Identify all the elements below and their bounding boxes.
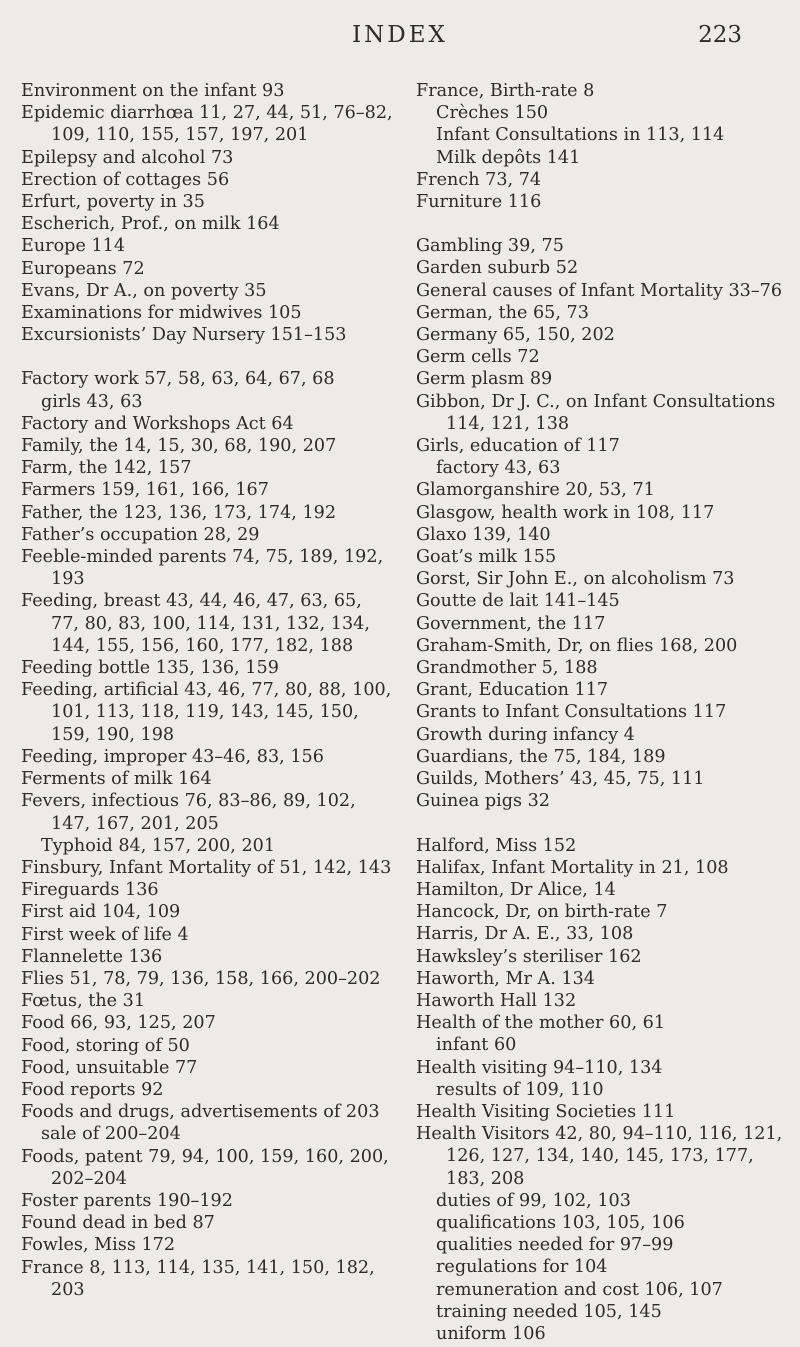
index-entry: regulations for 104: [436, 1257, 608, 1278]
index-entry: France, Birth-rate 8: [416, 81, 595, 101]
index-column-left: [21, 80, 395, 1301]
index-entry: Gorst, Sir John E., on alcoholism 73: [416, 569, 735, 590]
index-entry: qualifications 103, 105, 106: [436, 1212, 685, 1233]
index-entry: Environment on the infant 93: [21, 81, 285, 101]
index-entry: Found dead in bed 87: [21, 1213, 215, 1234]
index-entry: Flannelette 136: [21, 946, 163, 967]
index-entry: Feeble-minded parents 74, 75, 189, 192, 193: [21, 547, 384, 590]
index-entry: Typhoid 84, 157, 200, 201: [41, 835, 276, 856]
index-entry: Fowles, Miss 172: [21, 1235, 176, 1256]
index-entry: Food reports 92: [21, 1079, 164, 1100]
index-entry: Epilepsy and alcohol 73: [21, 147, 234, 168]
index-entry: France 8, 113, 114, 135, 141, 150, 182, 203: [21, 1257, 375, 1300]
index-entry: training needed 105, 145: [436, 1301, 662, 1322]
section-gap: [21, 346, 395, 368]
index-entry: Excursionists’ Day Nursery 151–153: [21, 325, 347, 346]
index-entry: Gambling 39, 75: [416, 236, 564, 257]
index-entry: Food, unsuitable 77: [21, 1057, 198, 1078]
index-entry: Erfurt, poverty in 35: [21, 192, 205, 213]
index-entry: Graham-Smith, Dr, on flies 168, 200: [416, 635, 738, 656]
index-entry: Father, the 123, 136, 173, 174, 192: [21, 502, 337, 523]
index-entry: factory 43, 63: [436, 458, 561, 479]
index-entry: Growth during infancy 4: [416, 724, 635, 745]
index-entry: results of 109, 110: [436, 1079, 604, 1100]
index-entry: Fireguards 136: [21, 880, 159, 901]
index-entry: Government, the 117: [416, 613, 606, 634]
index-entry: Foods, patent 79, 94, 100, 159, 160, 200, 202–204: [21, 1146, 389, 1189]
index-entry: uniform 106: [436, 1323, 546, 1344]
index-entry: Food 66, 93, 125, 207: [21, 1013, 216, 1034]
index-entry: infant 60: [436, 1035, 517, 1056]
index-entry: Hawksley’s steriliser 162: [416, 946, 642, 967]
index-entry: sale of 200–204: [41, 1124, 181, 1145]
index-entry: Farmers 159, 161, 166, 167: [21, 480, 269, 501]
index-entry: Food, storing of 50: [21, 1035, 190, 1056]
index-entry: Health Visitors 42, 80, 94–110, 116, 121, 126, 127, 134, 140, 145, 173, 177, 183, 208: [416, 1124, 783, 1189]
index-entry: Ferments of milk 164: [21, 769, 212, 790]
index-entry: Garden suburb 52: [416, 258, 579, 279]
index-entry: Fœtus, the 31: [21, 991, 146, 1012]
index-entry: Germany 65, 150, 202: [416, 325, 615, 346]
index-entry: Health visiting 94–110, 134: [416, 1057, 663, 1078]
index-entry: Erection of cottages 56: [21, 169, 230, 190]
index-entry: Halifax, Infant Mortality in 21, 108: [416, 857, 729, 878]
index-entry: Evans, Dr A., on poverty 35: [21, 280, 267, 301]
index-entry: Infant Consultations in 113, 114: [436, 125, 725, 146]
index-entry: Goat’s milk 155: [416, 547, 557, 568]
index-entry: Grants to Infant Consultations 117: [416, 702, 727, 723]
index-entry: Foster parents 190–192: [21, 1190, 233, 1211]
index-entry: Harris, Dr A. E., 33, 108: [416, 924, 634, 945]
index-entry: Feeding, artificial 43, 46, 77, 80, 88, 100, 101, 113, 118, 119, 143, 145, 150, 159, 190, 198: [21, 680, 392, 745]
index-entry: Hancock, Dr, on birth-rate 7: [416, 902, 668, 923]
index-entry: Examinations for midwives 105: [21, 303, 302, 324]
index-entry: Germ plasm 89: [416, 369, 553, 390]
index-entry: German, the 65, 73: [416, 302, 589, 323]
index-column-right: [416, 80, 786, 1345]
index-entry: First aid 104, 109: [21, 902, 181, 923]
index-entry: Glamorganshire 20, 53, 71: [416, 480, 655, 501]
page-header: [0, 0, 800, 80]
index-entry: Guilds, Mothers’ 43, 45, 75, 111: [416, 769, 705, 790]
index-entry: Grant, Education 117: [416, 680, 609, 701]
section-gap: [416, 213, 786, 235]
index-entry: Health of the mother 60, 61: [416, 1013, 666, 1034]
index-entry: Fevers, infectious 76, 83–86, 89, 102, 147, 167, 201, 205: [21, 791, 356, 834]
index-entry: remuneration and cost 106, 107: [436, 1279, 723, 1300]
index-entry: First week of life 4: [21, 924, 189, 945]
index-entry: Gibbon, Dr J. C., on Infant Consultations 114, 121, 138: [416, 391, 776, 434]
index-entry: Girls, education of 117: [416, 436, 620, 457]
index-entry: Guinea pigs 32: [416, 791, 550, 812]
index-entry: Father’s occupation 28, 29: [21, 524, 260, 545]
index-entry: General causes of Infant Mortality 33–76: [416, 280, 783, 301]
index-entry: French 73, 74: [416, 169, 542, 190]
index-entry: Glaxo 139, 140: [416, 524, 551, 545]
index-entry: Escherich, Prof., on milk 164: [21, 214, 280, 235]
index-entry: Feeding, breast 43, 44, 46, 47, 63, 65, 77, 80, 83, 100, 114, 131, 132, 134, 144, 155, 156, 160, 177, 182, 188: [21, 591, 370, 656]
page-title: INDEX: [352, 22, 448, 48]
index-entry: Farm, the 142, 157: [21, 458, 192, 479]
index-entry: Finsbury, Infant Mortality of 51, 142, 143: [21, 857, 392, 878]
index-entry: Foods and drugs, advertisements of 203: [21, 1102, 380, 1123]
index-entry: Furniture 116: [416, 192, 542, 213]
index-entry: Epidemic diarrhœa 11, 27, 44, 51, 76–82, 109, 110, 155, 157, 197, 201: [21, 103, 393, 146]
index-entry: duties of 99, 102, 103: [436, 1190, 631, 1211]
index-entry: Goutte de lait 141–145: [416, 591, 620, 612]
index-entry: Hamilton, Dr Alice, 14: [416, 879, 616, 900]
index-entry: qualities needed for 97–99: [436, 1235, 674, 1256]
index-entry: Flies 51, 78, 79, 136, 158, 166, 200–202: [21, 968, 381, 989]
index-entry: Germ cells 72: [416, 347, 540, 368]
index-entry: Haworth, Mr A. 134: [416, 968, 595, 989]
index-entry: Glasgow, health work in 108, 117: [416, 502, 715, 523]
index-entry: girls 43, 63: [41, 391, 143, 412]
index-entry: Feeding, improper 43–46, 83, 156: [21, 746, 324, 767]
index-entry: Grandmother 5, 188: [416, 658, 598, 679]
section-gap: [416, 813, 786, 835]
index-entry: Crèches 150: [436, 103, 549, 124]
index-entry: Haworth Hall 132: [416, 990, 577, 1011]
index-entry: Factory and Workshops Act 64: [21, 413, 294, 434]
index-entry: Milk depôts 141: [436, 147, 581, 168]
index-entry: Europeans 72: [21, 258, 145, 279]
page-number: 223: [698, 22, 742, 48]
index-entry: Factory work 57, 58, 63, 64, 67, 68: [21, 369, 335, 390]
index-entry: Guardians, the 75, 184, 189: [416, 746, 666, 767]
index-entry: Feeding bottle 135, 136, 159: [21, 658, 279, 679]
index-entry: Europe 114: [21, 236, 126, 257]
index-entry: Family, the 14, 15, 30, 68, 190, 207: [21, 436, 337, 457]
index-entry: Halford, Miss 152: [416, 835, 577, 856]
index-entry: Health Visiting Societies 111: [416, 1101, 676, 1122]
